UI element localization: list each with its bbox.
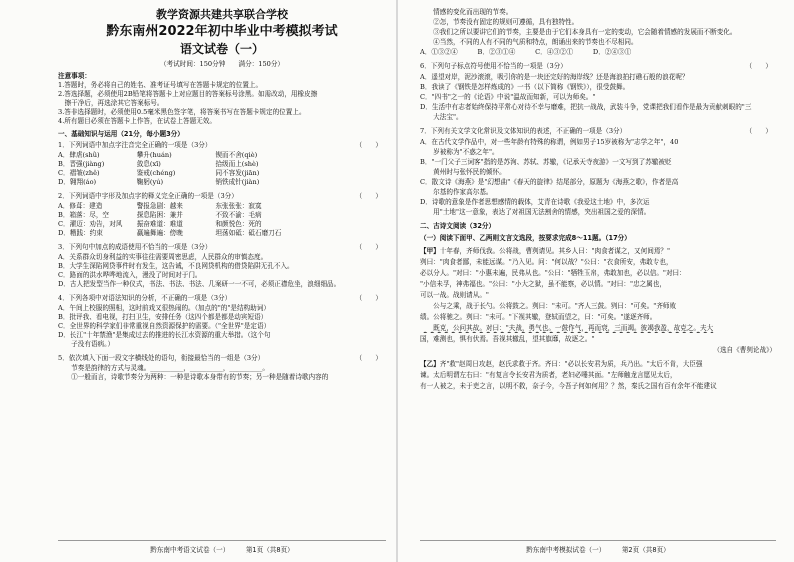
- question-5-stem: [58, 354, 386, 363]
- question-2-option-row: [58, 211, 386, 220]
- page-2-content: [420, 0, 776, 562]
- answer-paren: （ ）: [355, 294, 382, 302]
- option-item: 坦荡如砥：砥石磨刀石: [215, 229, 282, 237]
- question-2-text: 2．下列词语中字形及加点字的释义完全正确的一项是（3分）: [58, 192, 238, 200]
- question-4-option: 子没有语病。）: [58, 340, 115, 348]
- option-item: D．糟践：约束: [58, 229, 103, 237]
- question-1-option-row: [58, 169, 386, 178]
- answer-paren: （ ）: [355, 141, 382, 149]
- page-1-footer: 黔东南中考语文试卷（一） 第1页（共8页）: [58, 540, 386, 554]
- org-name: 教学资源共建共享联合学校: [156, 8, 288, 21]
- question-5-passage: 节奏是韵律的方式与灵魂。__________，__________，__________。: [58, 364, 269, 372]
- answer-paren: （ ）: [355, 192, 382, 200]
- notice-line: 2.答选择题，必须使用2B铅笔将答题卡上对应题目的答案标号涂黑。如需改动，用橡皮擦: [58, 90, 318, 98]
- answer-paren: （ ）: [355, 354, 382, 362]
- question-5-continued: ②怎，节奏没有固定的规则可遵循，具有独特性。: [420, 18, 579, 26]
- subsection-heading: （一）阅读下面甲、乙两则文言文选段，按要求完成8～11题。（17分）: [420, 234, 631, 242]
- question-5-text: 5．依次填入下面一段文字横线处的语句，衔接最恰当的一组是（3分）: [58, 354, 265, 362]
- question-3-text: 3．下列句中加点的成语使用不恰当的一项是（3分）: [58, 243, 212, 251]
- option-item: 拾级而上(shè): [215, 160, 259, 168]
- question-7-option: 岁被称为"不惑之年"。: [420, 148, 499, 156]
- passage-jia-line: 公与之乘，战于长勺。公将鼓之。刿曰："未可。"齐人三鼓。刿曰："可矣。"齐师败: [420, 302, 677, 310]
- option-item: 锲而不舍(qiè): [215, 151, 258, 159]
- passage-jia-line: [420, 324, 776, 333]
- exam-info: （考试时间：150分钟 满分：150分）: [159, 60, 285, 68]
- option-item: 鞠躬(yú): [136, 178, 164, 186]
- passage-yi-label: 【乙】: [420, 360, 440, 368]
- question-5-continued: 情感的变化而出现的节奏。: [420, 8, 513, 16]
- question-1-stem: [58, 141, 386, 150]
- exam-page-2: [398, 0, 794, 562]
- question-3-option: D．古人把发型当作一种仪式，书法、书法、书法、几案研一一不可，必须正襟危坐，浪细细品。: [58, 280, 341, 288]
- passage-jia-line: [420, 247, 776, 256]
- question-1-option-row: [58, 151, 386, 160]
- option-item: 不致不渝：毛病: [215, 211, 262, 219]
- option-item: 鉴戒(chéng): [136, 169, 176, 177]
- option-item: D．翱翔(áo): [58, 178, 97, 186]
- question-4-option: D．长江"十年禁渔"是集成过去的推进的长江水资源的重大举措。（这个句: [58, 331, 271, 339]
- passage-jia-line: 可以一战。战则请从。": [420, 291, 489, 299]
- passage-yi-line: 有一人被之，未于吏之言，以明不救，奈子今，今吾子何如何用？？然，秦氏之国有百有余年不能建议: [420, 382, 717, 390]
- passage-jia-line: 国，难测也，惧有伏焉。吾视其辙乱，望其旗靡，故逐之。": [420, 335, 595, 343]
- question-3-stem: [58, 243, 386, 252]
- notice-line: 3.答非选择题时，必须使用0.5毫米黑色签字笔，将答案书写在答题卡规定的位置上。: [58, 108, 306, 116]
- question-6-option: D．生活中有志者始终保持平常心对待不幸与磨难，把抗一战战，武装斗争，党课把我们看作是最为贡献刺眼的"三: [420, 103, 752, 111]
- option-item: C．褶皱(zhě): [58, 169, 100, 177]
- option-item: A．肆虐(shǜ): [58, 151, 100, 159]
- option-item: 警报急剧：越来: [136, 202, 183, 210]
- passage-text: 十年春，齐师伐我。公将战，曹刿请见。其乡人曰："肉食者谋之，又何间焉？": [439, 247, 671, 255]
- option-item: 攀升(huán): [136, 151, 172, 159]
- question-7-option: C．散文诗《海燕》是"幻想曲"《春天的旋律》结尾部分，原题为《海燕之歌》，作者是高: [420, 178, 679, 186]
- question-2-option-row: [58, 229, 386, 238]
- passage-jia-line: 绩。公将驰之。刿曰："未可。"下视其辙，登轼而望之，曰："可矣。"遂逐齐师。: [420, 313, 657, 321]
- answer-paren: （ ）: [745, 127, 772, 135]
- question-4-option: B．批评我、看电视，打扫卫生，安排任务（这四个都是都是动宾短语）: [58, 313, 268, 321]
- option-item: 赢遍舞遍：傍晚: [136, 229, 183, 237]
- question-6-option: C．"四书"之一的《论语》中说"温故而知新，可以为师矣。": [420, 93, 596, 101]
- option-item: 敛息(xī): [136, 160, 161, 168]
- question-3-option: C．路面的洪水哗哗地流入，漫没了时间对于门。: [58, 271, 202, 279]
- question-5-continued: ④当然，不同的人有不同的气质和特点，朗诵出来的节奏也不尽相同。: [420, 38, 638, 46]
- question-4-text: 4．下列各项中对语法知识的分析，不正确的一项是（3分）: [58, 294, 232, 302]
- question-3-option: A．关系群众切身利益的实事往往需要周密思虑，人民群众的审慎态度。: [58, 253, 268, 261]
- passage-yi-line: [420, 360, 776, 369]
- notice-line: 1.答题时，务必将自己的姓名、准考证号填写在答题卡规定的位置上。: [58, 81, 263, 89]
- question-7-stem: [420, 127, 776, 136]
- question-5-continued: ③我们之所以要讲它们的节奏，主要是由于它们本身具有一定的变动，它会随着情感的发展而不断变化。: [420, 28, 737, 36]
- section-1-heading: 一、基础知识与运用（21分，每小题3分）: [58, 130, 184, 138]
- exam-title: 黔东南州2022年初中毕业中考模拟考试: [106, 24, 338, 39]
- passage-jia-line: "小信未孚，神弗福也。"公曰："小大之狱，虽不能察，必以情。"对曰："忠之属也，: [420, 280, 666, 288]
- question-7-option: B．"一门父子三词客"指的是苏洵、苏轼、苏辙，《记承天寺夜游》一文写到了苏辙被贬: [420, 158, 672, 166]
- page-1-content: [58, 0, 386, 562]
- answer-paren: （ ）: [745, 62, 772, 70]
- question-7-option: D．诗歌的意象是作者思想感情的载体，艾青在诗歌《我爱这土地》中，多次运: [420, 198, 650, 206]
- subject-title: 语文试卷（一）: [179, 42, 264, 56]
- passage-jia-line: 刿曰："肉食者鄙，未能远谋。"乃入见。问："何以战？"公曰："衣食所安，弗敢专也，: [420, 258, 673, 266]
- question-3-option: B．大学生深陷网贷事件时有发生，这告诫，不良网贷机构的借贷陷阱无孔不入。: [58, 262, 294, 270]
- exam-page-1: [0, 0, 396, 562]
- option-item: 同不容发(jiān): [215, 169, 260, 177]
- passage-yi-line: 谏。太后明谓左右曰："有复言令长安君为质者，老妇必唾其面。"左师触龙言愿见太后，: [420, 371, 677, 379]
- answer-paren: （ ）: [355, 243, 382, 251]
- notice-heading: 注意事项：: [58, 72, 91, 80]
- question-5-options: A．①③②④ B．②③①④ C．④③②① D．②④③①: [420, 48, 632, 56]
- question-1-text: 1．下列词语中加点字注音完全正确的一项是（3分）: [58, 141, 212, 149]
- question-1-option-row: [58, 178, 386, 187]
- question-6-stem: [420, 62, 776, 71]
- question-7-text: 7．下列有关文学文化常识及文体知识的表述，不正确的一项是（3分）: [420, 127, 627, 135]
- option-item: B．箱落：尽，空: [58, 211, 110, 219]
- question-5-passage: ①一般而言，诗歌节奏分为两种：一种是诗歌本身带有的节奏；另一种是随着诗歌内容的: [58, 373, 329, 381]
- question-2-option-row: [58, 202, 386, 211]
- question-7-option: 用"土地"这一意象，表达了对祖国无法割舍的情感，突出祖国之爱的深情。: [420, 208, 651, 216]
- option-item: C．濯迈：劝告，对风: [58, 220, 123, 228]
- option-item: 和颜悦色：死的: [215, 220, 262, 228]
- question-1-option-row: [58, 160, 386, 169]
- option-item: 探息陷困：兼并: [136, 211, 183, 219]
- page-2-footer: 黔东南中考模拟试卷（一） 第2页（共8页）: [420, 540, 776, 554]
- question-6-option: 大法宝"。: [420, 113, 463, 121]
- passage-text-underlined: 既克，公问其故。对曰："夫战，勇气也。一鼓作气，再而衰，三而竭。彼竭我盈，故克之。夫大: [420, 324, 714, 332]
- option-item: 销铁成针(jiàn): [215, 178, 260, 186]
- passage-text: 齐"救"赵周日攻赵，赵氏求救于齐。齐曰："必以长安君为质，兵乃出。"太后不肯，大臣强: [439, 360, 703, 368]
- option-item: 振奋难道：难道: [136, 220, 183, 228]
- section-2-heading: 二、古诗文阅读（32分）: [420, 222, 496, 230]
- question-6-option: B．我读了《钢铁是怎样炼成的》一书（以下简称《钢铁》），很受鼓舞。: [420, 83, 630, 91]
- question-4-option: A．午间上校服的照相，这时前戏又很热闹的。（加点的"的"是结构助词）: [58, 304, 270, 312]
- question-7-option: 黄州时与张怀民的倾怀。: [420, 168, 506, 176]
- option-item: B．晋强(jiàng): [58, 160, 105, 168]
- notice-line: 擦干净后，再选涂其它答案标号。: [58, 99, 164, 107]
- question-4-option: C．全世界的科学家们非常重视自然资源保护的需要。（"全世界"是定语）: [58, 322, 271, 330]
- question-2-option-row: [58, 220, 386, 229]
- question-7-option: 尔基的作家高尔基。: [420, 188, 493, 196]
- question-4-stem: [58, 294, 386, 303]
- option-item: 东张张张：寂寞: [215, 202, 262, 210]
- question-6-text: 6．下列句子标点符号使用不恰当的一项是（3分）: [420, 62, 567, 70]
- passage-jia-line: 必以分人。"对曰："小惠未遍，民弗从也。"公曰："牺牲玉帛，弗敢加也，必以信。"对曰：: [420, 269, 686, 277]
- option-item: A．修葺：建造: [58, 202, 103, 210]
- question-7-option: A．在古代文学作品中，对一些年龄有特殊的称谓，例如男子15岁被称为"志学之年"，40: [420, 138, 679, 146]
- passage-jia-label: 【甲】: [420, 247, 440, 255]
- question-6-option: A．遥望对岸，泥沙滚滚，吸引你的是一块还完好的海岸线？还是海浪拍打礁石般的浪花呢？: [420, 73, 689, 81]
- notice-line: 4.所有题目必须在答题卡上作答，在试卷上答题无效。: [58, 117, 216, 125]
- passage-jia-source: （选自《曹刿论战》）: [713, 346, 776, 354]
- question-2-stem: [58, 192, 386, 201]
